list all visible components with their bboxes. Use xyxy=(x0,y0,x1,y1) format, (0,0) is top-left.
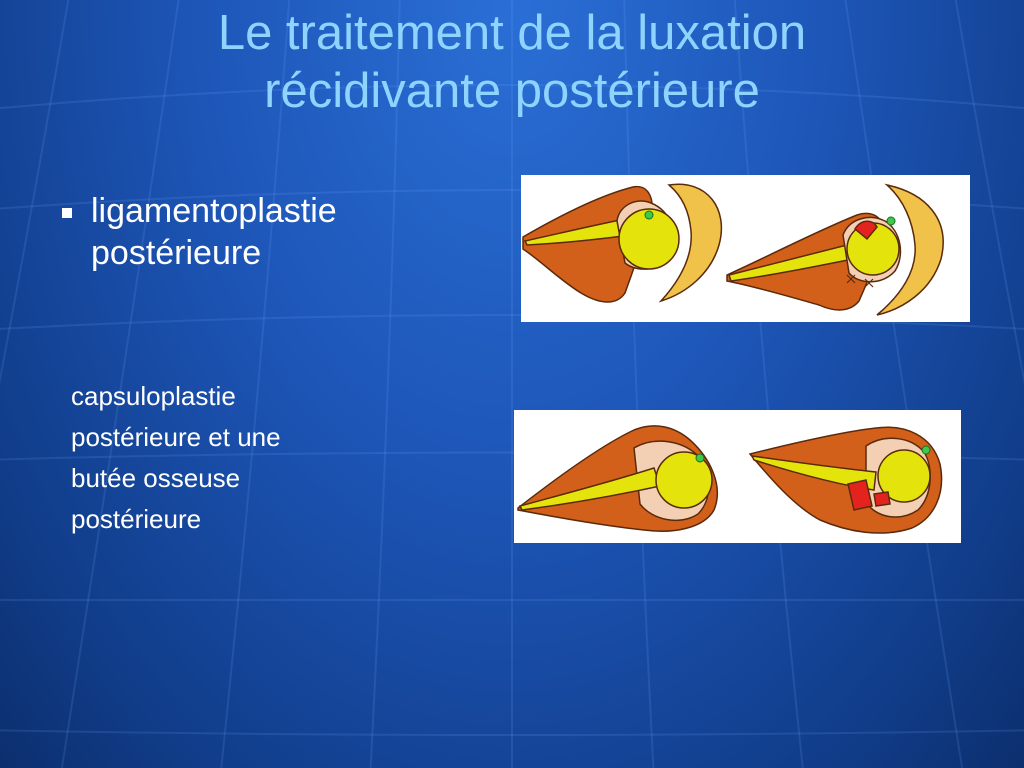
caption-line-3: butée osseuse xyxy=(71,463,241,493)
caption-text xyxy=(71,376,281,540)
caption-line-1: capsuloplastie xyxy=(71,381,236,411)
title-line-1: Le traitement de la luxation xyxy=(217,6,807,60)
nerve-marker-after xyxy=(887,217,895,225)
figure-capsuloplasty-bone-block xyxy=(514,410,961,543)
figure-bottom-right-panel xyxy=(750,427,942,533)
slide-title xyxy=(0,4,1024,120)
square-bullet-icon xyxy=(62,208,72,218)
bullet-item xyxy=(62,190,441,274)
nerve-marker xyxy=(696,454,704,462)
title-line-2: récidivante postérieure xyxy=(264,64,760,118)
bullet-line-1: ligamentoplastie xyxy=(91,192,337,230)
bullet-line-2: postérieure xyxy=(91,234,262,272)
figure-bottom-left-panel xyxy=(518,426,717,531)
figure-top-right-panel xyxy=(727,185,943,315)
figure-ligamentoplasty xyxy=(521,175,970,322)
figure-top-left-panel xyxy=(523,184,721,302)
nerve-marker xyxy=(645,211,653,219)
caption-line-4: postérieure xyxy=(71,504,202,534)
bullet-text xyxy=(91,190,441,274)
nerve-marker-after xyxy=(922,446,930,454)
caption-line-2: postérieure et une xyxy=(71,422,281,452)
